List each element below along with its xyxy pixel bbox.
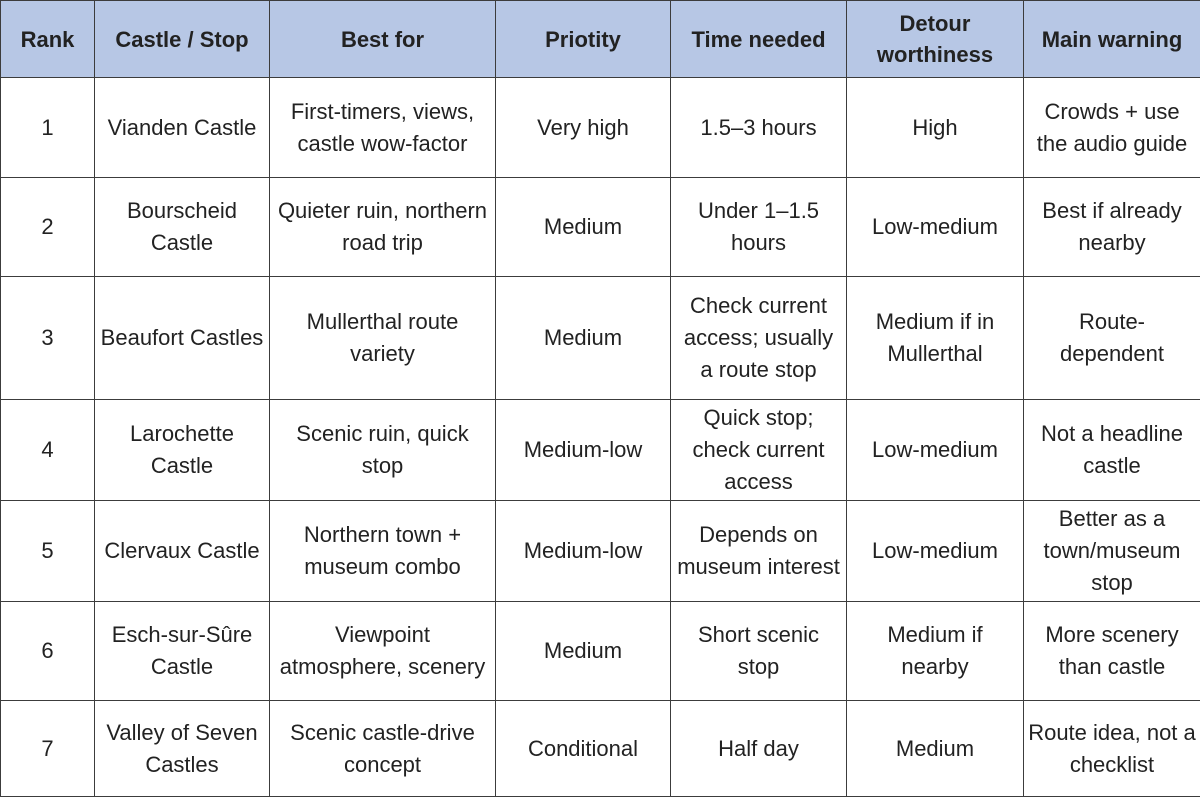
cell-best-for: Mullerthal route variety (270, 277, 496, 400)
cell-best-for: Scenic castle-drive concept (270, 701, 496, 797)
cell-detour-worthiness: Low-medium (847, 178, 1024, 277)
header-main-warning: Main warning (1024, 1, 1200, 78)
cell-rank: 7 (1, 701, 95, 797)
header-row (1, 1, 1200, 78)
cell-time-needed: Under 1–1.5 hours (671, 178, 847, 277)
cell-castle: Larochette Castle (95, 400, 270, 501)
table-row (1, 602, 1200, 701)
cell-main-warning: More scenery than castle (1024, 602, 1200, 701)
cell-best-for: First-timers, views, castle wow-factor (270, 78, 496, 178)
header-time-needed: Time needed (671, 1, 847, 78)
cell-rank: 6 (1, 602, 95, 701)
cell-main-warning: Crowds + use the audio guide (1024, 78, 1200, 178)
cell-time-needed: Check current access; usually a route stop (671, 277, 847, 400)
table-row (1, 501, 1200, 602)
cell-detour-worthiness: Medium if nearby (847, 602, 1024, 701)
cell-rank: 2 (1, 178, 95, 277)
cell-castle: Beaufort Castles (95, 277, 270, 400)
header-priority: Priotity (496, 1, 671, 78)
cell-rank: 3 (1, 277, 95, 400)
cell-main-warning: Best if already nearby (1024, 178, 1200, 277)
cell-detour-worthiness: Medium (847, 701, 1024, 797)
cell-time-needed: Half day (671, 701, 847, 797)
cell-priority: Medium (496, 277, 671, 400)
cell-castle: Esch-sur-Sûre Castle (95, 602, 270, 701)
header-rank: Rank (1, 1, 95, 78)
cell-main-warning: Route idea, not a checklist (1024, 701, 1200, 797)
cell-detour-worthiness: Low-medium (847, 400, 1024, 501)
cell-best-for: Northern town + museum combo (270, 501, 496, 602)
cell-priority: Very high (496, 78, 671, 178)
cell-best-for: Quieter ruin, northern road trip (270, 178, 496, 277)
cell-time-needed: Short scenic stop (671, 602, 847, 701)
cell-detour-worthiness: Medium if in Mullerthal (847, 277, 1024, 400)
cell-time-needed: Depends on museum interest (671, 501, 847, 602)
cell-castle: Vianden Castle (95, 78, 270, 178)
cell-best-for: Viewpoint atmosphere, scenery (270, 602, 496, 701)
header-best-for: Best for (270, 1, 496, 78)
cell-priority: Medium (496, 178, 671, 277)
cell-rank: 1 (1, 78, 95, 178)
table-row (1, 277, 1200, 400)
header-detour-worthiness: Detour worthiness (847, 1, 1024, 78)
cell-rank: 5 (1, 501, 95, 602)
table-row (1, 78, 1200, 178)
cell-priority: Medium-low (496, 400, 671, 501)
cell-priority: Medium (496, 602, 671, 701)
cell-castle: Clervaux Castle (95, 501, 270, 602)
table-row (1, 701, 1200, 797)
cell-priority: Conditional (496, 701, 671, 797)
cell-time-needed: Quick stop; check current access (671, 400, 847, 501)
cell-priority: Medium-low (496, 501, 671, 602)
cell-castle: Valley of Seven Castles (95, 701, 270, 797)
cell-rank: 4 (1, 400, 95, 501)
cell-main-warning: Route-dependent (1024, 277, 1200, 400)
cell-main-warning: Not a headline castle (1024, 400, 1200, 501)
table-row (1, 400, 1200, 501)
table-row (1, 178, 1200, 277)
cell-detour-worthiness: Low-medium (847, 501, 1024, 602)
cell-main-warning: Better as a town/museum stop (1024, 501, 1200, 602)
cell-time-needed: 1.5–3 hours (671, 78, 847, 178)
cell-castle: Bourscheid Castle (95, 178, 270, 277)
header-castle: Castle / Stop (95, 1, 270, 78)
cell-detour-worthiness: High (847, 78, 1024, 178)
cell-best-for: Scenic ruin, quick stop (270, 400, 496, 501)
